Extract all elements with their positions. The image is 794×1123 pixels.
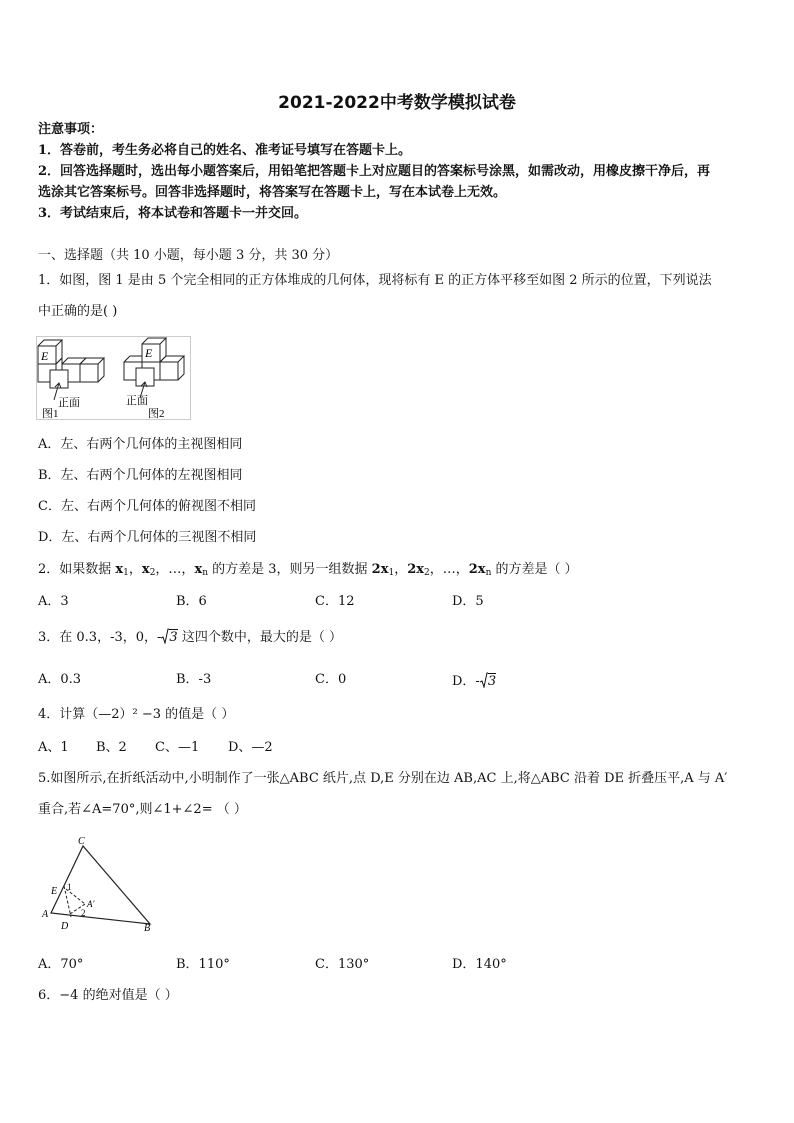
- figure-2-front-label: 正面: [126, 395, 148, 407]
- label-a-prime: A′: [87, 899, 95, 909]
- q2-stem: 2．如果数据 $x_1$，$x_2$，…，$x_n$ 的方差是 3，则另一组数据 $2x_1$，$2x_2$，…，$2x_n$ 的方差是（ ）: [38, 562, 578, 578]
- label-a: A: [42, 909, 49, 920]
- page-title: 2021-2022中考数学模拟试卷: [278, 93, 516, 113]
- notes-line-3: 3．考试结束后，将本试卷和答题卡一并交回。: [38, 206, 308, 221]
- q1-stem-line-2: 中正确的是( ): [38, 304, 118, 319]
- figure-2-label-e: E: [145, 346, 153, 360]
- q6-stem: 6．−4 的绝对值是（ ）: [38, 988, 178, 1003]
- label-c: C: [78, 836, 85, 847]
- q1-option-a: A．左、右两个几何体的主视图相同: [38, 437, 243, 452]
- figure-2-cubes: [124, 338, 184, 386]
- label-e: E: [51, 886, 58, 897]
- notes-line-1: 1．答卷前，考生务必将自己的姓名、准考证号填写在答题卡上。: [38, 143, 412, 158]
- notes-heading: 注意事项：: [38, 122, 104, 137]
- cube-diagram: [36, 336, 191, 420]
- label-angle-2: 2: [81, 908, 86, 918]
- figure-2-caption: 图2: [148, 408, 165, 420]
- q4-option-b: B、2: [96, 740, 127, 755]
- figure-1-caption: 图1: [42, 408, 59, 420]
- q2-option-c: C．12: [315, 594, 355, 609]
- q3-option-d: D．- 3: [452, 674, 497, 689]
- q2-option-d: D．5: [452, 594, 484, 609]
- q5-option-d: D．140°: [452, 957, 507, 972]
- sqrt-symbol: 3: [161, 628, 177, 646]
- q5-stem-line-1: 5.如图所示,在折纸活动中,小明制作了一张△ABC 纸片,点 D,E 分别在边 AB,AC 上,将△ABC 沿着 DE 折叠压平,A 与 A′: [38, 771, 728, 786]
- triangle-diagram: [36, 834, 158, 934]
- q5-option-b: B．110°: [176, 957, 230, 972]
- q4-option-a: A、1: [38, 740, 69, 755]
- notes-line-2b: 选涂其它答案标号。回答非选择题时，将答案写在答题卡上，写在本试卷上无效。: [38, 185, 507, 200]
- q4-option-d: D、—2: [228, 740, 273, 755]
- q1-stem-line-1: 1．如图，图 1 是由 5 个完全相同的正方体堆成的几何体，现将标有 E 的正方体平移至如图 2 所示的位置，下列说法: [38, 273, 712, 288]
- q2-option-a: A．3: [38, 594, 69, 609]
- triangle-abc: [51, 846, 150, 924]
- notes-line-2a: 2．回答选择题时，选出每小题答案后，用铅笔把答题卡上对应题目的答案标号涂黑，如需改动，用橡皮擦干净后，再: [38, 164, 711, 179]
- q4-option-c: C、—1: [155, 740, 200, 755]
- figure-1-label-e: E: [41, 349, 49, 363]
- q3-option-c: C．0: [315, 672, 347, 687]
- q5-stem-line-2: 重合,若∠A=70°,则∠1+∠2= （ ）: [38, 802, 247, 817]
- section-heading: 一、选择题（共 10 小题，每小题 3 分，共 30 分）: [38, 248, 339, 263]
- q4-stem: 4．计算（—2）² −3 的值是（ ）: [38, 707, 235, 722]
- q5-option-a: A．70°: [38, 957, 84, 972]
- figure-1-cubes: [38, 340, 104, 388]
- q1-option-b: B．左、右两个几何体的左视图相同: [38, 468, 243, 483]
- sqrt-symbol: 3: [480, 672, 496, 690]
- q1-option-d: D．左、右两个几何体的三视图不相同: [38, 530, 257, 545]
- label-d: D: [61, 921, 69, 932]
- q3-option-b: B．-3: [176, 672, 212, 687]
- label-angle-1: 1: [67, 882, 72, 892]
- label-b: B: [144, 923, 151, 934]
- figure-1-front-label: 正面: [58, 397, 80, 409]
- q3-option-a: A．0.3: [38, 672, 82, 687]
- q1-figure: [36, 336, 191, 420]
- q2-option-b: B．6: [176, 594, 207, 609]
- q5-option-c: C．130°: [315, 957, 370, 972]
- q3-stem: 3．在 0.3，-3，0，- 3 这四个数中，最大的是（ ）: [38, 630, 342, 645]
- q5-triangle-figure: [36, 834, 158, 934]
- q1-option-c: C．左、右两个几何体的俯视图不相同: [38, 499, 256, 514]
